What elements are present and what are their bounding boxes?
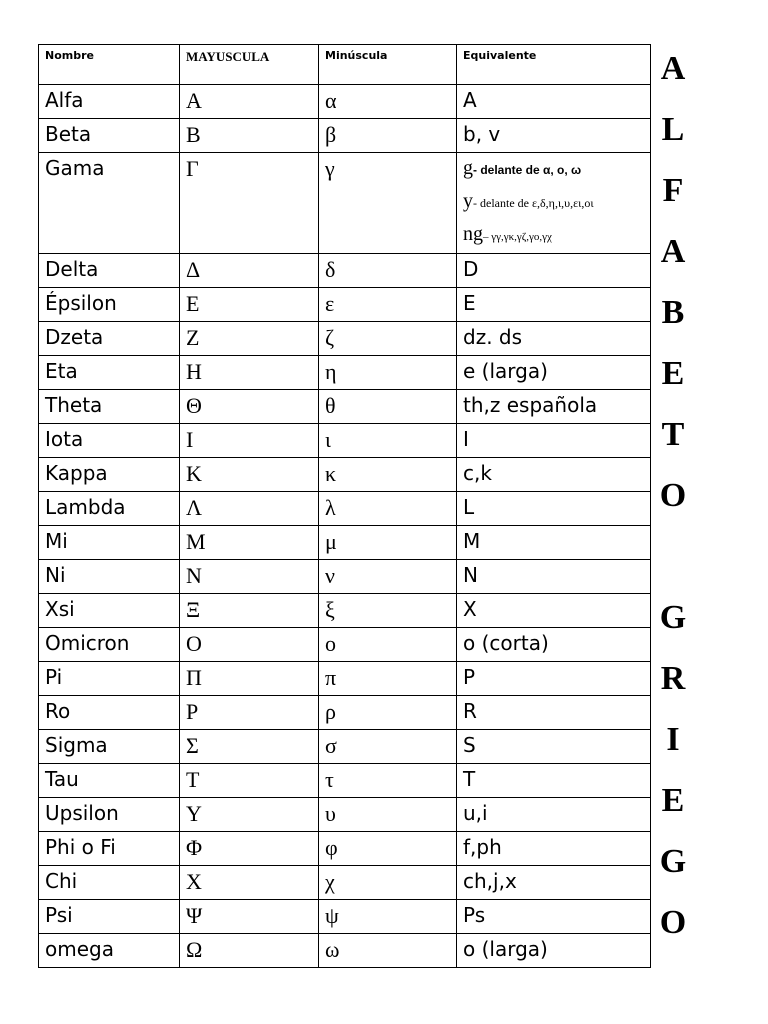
lowercase-cell: γ	[319, 153, 457, 254]
lowercase-cell: ψ	[319, 900, 457, 934]
equivalent-cell	[457, 153, 651, 254]
equivalent-cell: D	[457, 254, 651, 288]
table-row	[39, 628, 651, 662]
equivalent-cell: S	[457, 730, 651, 764]
side-title-letter: R	[660, 660, 686, 697]
table-row	[39, 322, 651, 356]
uppercase-cell: Ι	[180, 424, 319, 458]
table-row	[39, 390, 651, 424]
name-cell: Chi	[39, 866, 180, 900]
gama-eq-line-3	[463, 219, 644, 253]
uppercase-cell: Ξ	[180, 594, 319, 628]
equivalent-cell: u,i	[457, 798, 651, 832]
lowercase-cell: υ	[319, 798, 457, 832]
equivalent-cell: dz. ds	[457, 322, 651, 356]
uppercase-cell: Λ	[180, 492, 319, 526]
uppercase-cell: Θ	[180, 390, 319, 424]
side-title-letter: I	[666, 721, 680, 758]
lowercase-cell: ι	[319, 424, 457, 458]
lowercase-cell: π	[319, 662, 457, 696]
side-title-letter: O	[659, 904, 687, 941]
table-row	[39, 866, 651, 900]
uppercase-cell: Α	[180, 85, 319, 119]
lowercase-cell: τ	[319, 764, 457, 798]
lowercase-cell: α	[319, 85, 457, 119]
header-upper: MAYUSCULA	[180, 45, 319, 85]
gama-eq-letter: ng	[463, 223, 483, 245]
equivalent-cell: I	[457, 424, 651, 458]
lowercase-cell: φ	[319, 832, 457, 866]
name-cell: Delta	[39, 254, 180, 288]
name-cell: Alfa	[39, 85, 180, 119]
header-name: Nombre	[39, 45, 180, 85]
uppercase-cell: Μ	[180, 526, 319, 560]
table-row	[39, 832, 651, 866]
side-title-letter: B	[661, 294, 685, 331]
name-cell: omega	[39, 934, 180, 968]
name-cell: Theta	[39, 390, 180, 424]
uppercase-cell: Φ	[180, 832, 319, 866]
table-row	[39, 696, 651, 730]
lowercase-cell: χ	[319, 866, 457, 900]
lowercase-cell: θ	[319, 390, 457, 424]
name-cell: Gama	[39, 153, 180, 254]
name-cell: Pi	[39, 662, 180, 696]
lowercase-cell: ε	[319, 288, 457, 322]
uppercase-cell: Ο	[180, 628, 319, 662]
table-row	[39, 424, 651, 458]
uppercase-cell: Β	[180, 119, 319, 153]
uppercase-cell: Η	[180, 356, 319, 390]
uppercase-cell: Δ	[180, 254, 319, 288]
table-row	[39, 492, 651, 526]
table-row	[39, 900, 651, 934]
name-cell: Ni	[39, 560, 180, 594]
table-row	[39, 526, 651, 560]
name-cell: Eta	[39, 356, 180, 390]
uppercase-cell: Ω	[180, 934, 319, 968]
name-cell: Xsi	[39, 594, 180, 628]
table-row	[39, 730, 651, 764]
gama-eq-text: - delante de α, ο, ω	[473, 163, 582, 177]
table-row	[39, 288, 651, 322]
name-cell: Dzeta	[39, 322, 180, 356]
side-title-alfabeto-griego	[655, 48, 691, 963]
equivalent-cell: T	[457, 764, 651, 798]
gama-eq-line-2	[463, 186, 644, 219]
lowercase-cell: κ	[319, 458, 457, 492]
lowercase-cell: β	[319, 119, 457, 153]
table-row	[39, 934, 651, 968]
header-equivalent: Equivalente	[457, 45, 651, 85]
table-row	[39, 798, 651, 832]
equivalent-cell: th,z española	[457, 390, 651, 424]
equivalent-cell: f,ph	[457, 832, 651, 866]
name-cell: Psi	[39, 900, 180, 934]
table-row	[39, 560, 651, 594]
name-cell: Iota	[39, 424, 180, 458]
header-lower: Minúscula	[319, 45, 457, 85]
equivalent-cell: ch,j,x	[457, 866, 651, 900]
name-cell: Épsilon	[39, 288, 180, 322]
side-title-letter: A	[660, 50, 686, 87]
table-row	[39, 662, 651, 696]
name-cell: Mi	[39, 526, 180, 560]
equivalent-cell: e (larga)	[457, 356, 651, 390]
uppercase-cell: Χ	[180, 866, 319, 900]
equivalent-cell: o (corta)	[457, 628, 651, 662]
side-title-letter: F	[662, 172, 684, 209]
equivalent-cell: A	[457, 85, 651, 119]
name-cell: Tau	[39, 764, 180, 798]
side-title-letter: E	[661, 782, 685, 819]
table-row	[39, 153, 651, 254]
equivalent-cell: X	[457, 594, 651, 628]
name-cell: Kappa	[39, 458, 180, 492]
header-row	[39, 45, 651, 85]
equivalent-cell: R	[457, 696, 651, 730]
equivalent-cell: c,k	[457, 458, 651, 492]
name-cell: Upsilon	[39, 798, 180, 832]
uppercase-cell: Τ	[180, 764, 319, 798]
table-row	[39, 356, 651, 390]
greek-alphabet-table	[38, 44, 651, 968]
side-title-letter: E	[661, 355, 685, 392]
side-title-letter: O	[659, 477, 687, 514]
table-row	[39, 254, 651, 288]
uppercase-cell: Γ	[180, 153, 319, 254]
table-row	[39, 594, 651, 628]
gama-eq-text: – γγ,γκ,γζ,γο,γχ	[483, 231, 552, 243]
lowercase-cell: ο	[319, 628, 457, 662]
side-title-letter: L	[661, 111, 685, 148]
uppercase-cell: Σ	[180, 730, 319, 764]
equivalent-cell: b, v	[457, 119, 651, 153]
side-title-letter: T	[661, 416, 685, 453]
uppercase-cell: Ε	[180, 288, 319, 322]
side-title-letter	[655, 536, 691, 597]
side-title-letter: A	[660, 233, 686, 270]
side-title-letter: G	[659, 843, 687, 880]
gama-eq-text: - delante de ε,δ,η,ι,υ,ει,οι	[473, 196, 594, 210]
equivalent-cell: P	[457, 662, 651, 696]
table-row	[39, 764, 651, 798]
lowercase-cell: ν	[319, 560, 457, 594]
uppercase-cell: Ζ	[180, 322, 319, 356]
table-row	[39, 458, 651, 492]
lowercase-cell: ξ	[319, 594, 457, 628]
lowercase-cell: η	[319, 356, 457, 390]
name-cell: Lambda	[39, 492, 180, 526]
gama-eq-letter: g	[463, 157, 473, 179]
gama-eq-letter: y	[463, 190, 473, 212]
uppercase-cell: Ρ	[180, 696, 319, 730]
equivalent-cell: E	[457, 288, 651, 322]
lowercase-cell: ρ	[319, 696, 457, 730]
lowercase-cell: σ	[319, 730, 457, 764]
equivalent-cell: L	[457, 492, 651, 526]
name-cell: Phi o Fi	[39, 832, 180, 866]
name-cell: Omicron	[39, 628, 180, 662]
name-cell: Sigma	[39, 730, 180, 764]
uppercase-cell: Ν	[180, 560, 319, 594]
uppercase-cell: Κ	[180, 458, 319, 492]
equivalent-cell: N	[457, 560, 651, 594]
equivalent-cell: o (larga)	[457, 934, 651, 968]
equivalent-cell: Ps	[457, 900, 651, 934]
lowercase-cell: ζ	[319, 322, 457, 356]
lowercase-cell: λ	[319, 492, 457, 526]
gama-eq-line-1	[463, 153, 644, 186]
side-title-letter: G	[659, 599, 687, 636]
uppercase-cell: Υ	[180, 798, 319, 832]
lowercase-cell: δ	[319, 254, 457, 288]
name-cell: Ro	[39, 696, 180, 730]
table-row	[39, 119, 651, 153]
name-cell: Beta	[39, 119, 180, 153]
uppercase-cell: Ψ	[180, 900, 319, 934]
lowercase-cell: ω	[319, 934, 457, 968]
uppercase-cell: Π	[180, 662, 319, 696]
table-row	[39, 85, 651, 119]
lowercase-cell: μ	[319, 526, 457, 560]
equivalent-cell: M	[457, 526, 651, 560]
